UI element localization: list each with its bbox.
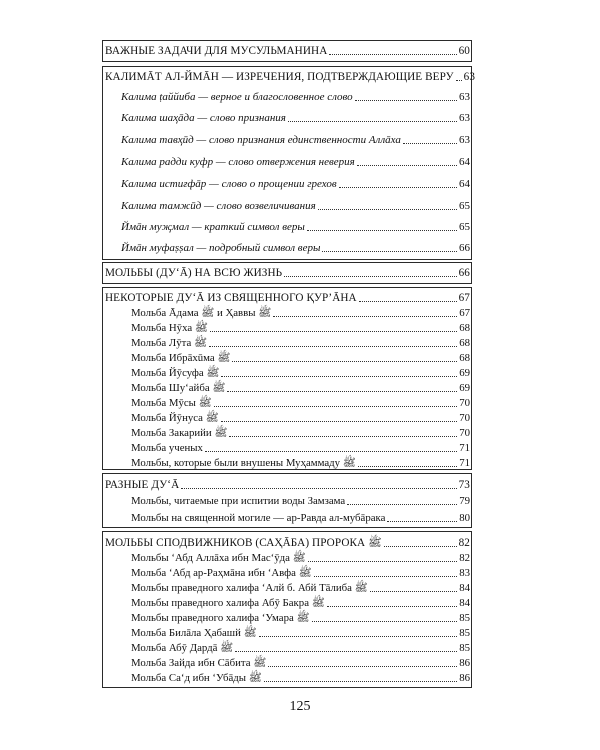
entry-label: Мольбы праведного халифа ‘Алй б. Абй Тāлиба ﷺ bbox=[131, 582, 368, 594]
entry-label: Мольбы, читаемые при испитии воды Замзама bbox=[131, 495, 346, 507]
toc-entry bbox=[131, 654, 470, 670]
toc-entry bbox=[131, 439, 470, 455]
entry-label: Мольба Зайда ибн Сāбита ﷺ bbox=[131, 657, 267, 669]
toc-entry bbox=[131, 609, 470, 625]
toc-entry-heading bbox=[105, 476, 470, 492]
entry-page: 71 bbox=[459, 457, 470, 469]
toc-entry bbox=[131, 509, 470, 525]
entry-label: Мольба Лӯта ﷺ bbox=[131, 337, 207, 349]
dot-leader bbox=[339, 187, 457, 188]
entry-label: Мольба Билāла Ҳабашй ﷺ bbox=[131, 627, 257, 639]
toc-entry bbox=[121, 239, 470, 255]
toc-entry bbox=[131, 424, 470, 440]
dot-leader bbox=[358, 466, 457, 467]
toc-entry bbox=[121, 153, 470, 169]
entry-page: 83 bbox=[459, 567, 470, 579]
toc-entry bbox=[131, 319, 470, 335]
entry-page: 69 bbox=[459, 367, 470, 379]
dot-leader bbox=[221, 376, 457, 377]
toc-entry bbox=[121, 88, 470, 104]
entry-label: Калима шаҳāда — слово признания bbox=[121, 112, 286, 124]
entry-label: Калима тавҳūд — слово признания единственности Аллāха bbox=[121, 134, 401, 146]
entry-page: 63 bbox=[459, 91, 470, 103]
dot-leader bbox=[288, 121, 457, 122]
toc-entry bbox=[121, 131, 470, 147]
dot-leader bbox=[229, 436, 457, 437]
entry-page: 68 bbox=[459, 352, 470, 364]
entry-label: Мольбы ‘Абд Аллāха ибн Мас‘ӯда ﷺ bbox=[131, 552, 306, 564]
entry-page: 84 bbox=[459, 582, 470, 594]
entry-page: 68 bbox=[459, 337, 470, 349]
toc-entry bbox=[131, 624, 470, 640]
toc-entry bbox=[131, 394, 470, 410]
entry-page: 80 bbox=[459, 512, 470, 524]
entry-label: Мольба ученых bbox=[131, 442, 203, 454]
entry-page: 67 bbox=[459, 307, 470, 319]
entry-label: Мольба Йӯнуса ﷺ bbox=[131, 412, 219, 424]
entry-label: Мольбы, которые были внушены Муҳаммаду ﷺ bbox=[131, 457, 356, 469]
toc-entry bbox=[121, 197, 470, 213]
toc-entry bbox=[121, 109, 470, 125]
entry-page: 84 bbox=[459, 597, 470, 609]
entry-page: 70 bbox=[459, 427, 470, 439]
dot-leader bbox=[221, 421, 457, 422]
entry-page: 66 bbox=[459, 242, 470, 254]
entry-label: Мольба Ибрāхūма ﷺ bbox=[131, 352, 231, 364]
entry-label: Мольбы на священной могиле — ар-Равда ал-мубāрака bbox=[131, 512, 386, 524]
entry-label: Мольба Нӯха ﷺ bbox=[131, 322, 208, 334]
dot-leader bbox=[322, 251, 457, 252]
dot-leader bbox=[312, 621, 458, 622]
dot-leader bbox=[214, 406, 458, 407]
entry-label: Мольба Абӯ Дардā ﷺ bbox=[131, 642, 234, 654]
entry-page: 64 bbox=[459, 156, 470, 168]
toc-entry-heading bbox=[105, 289, 470, 305]
entry-page: 85 bbox=[459, 642, 470, 654]
entry-label: ВАЖНЫЕ ЗАДАЧИ ДЛЯ МУСУЛЬМАНИНА bbox=[105, 45, 328, 57]
dot-leader bbox=[456, 80, 462, 81]
dot-leader bbox=[205, 451, 457, 452]
toc-entry bbox=[131, 409, 470, 425]
entry-page: 70 bbox=[459, 397, 470, 409]
dot-leader bbox=[355, 100, 457, 101]
entry-label: Мольба Са‘д ибн ‘Убāды ﷺ bbox=[131, 672, 262, 684]
entry-label: РАЗНЫЕ ДУ‘Ā bbox=[105, 479, 180, 491]
toc-entry bbox=[121, 218, 470, 234]
entry-page: 65 bbox=[459, 221, 470, 233]
entry-label: Мольба Закарийи ﷺ bbox=[131, 427, 228, 439]
toc-entry-heading bbox=[105, 264, 470, 280]
toc-entry bbox=[131, 564, 470, 580]
dot-leader bbox=[359, 301, 457, 302]
entry-label: НЕКОТОРЫЕ ДУ‘Ā ИЗ СВЯЩЕННОГО ҚУР’ĀНА bbox=[105, 292, 357, 304]
toc-entry-heading bbox=[105, 534, 470, 550]
toc-entry bbox=[131, 334, 470, 350]
entry-label: Мольба Йӯсуфа ﷺ bbox=[131, 367, 220, 379]
dot-leader bbox=[235, 651, 457, 652]
entry-label: МОЛЬБЫ СПОДВИЖНИКОВ (САҲĀБА) ПРОРОКА ﷺ bbox=[105, 537, 382, 549]
toc-entry bbox=[131, 639, 470, 655]
toc-entry bbox=[131, 492, 470, 508]
dot-leader bbox=[384, 546, 457, 547]
entry-label: Мольба ‘Абд ар-Раҳмāна ибн ‘Авфа ﷺ bbox=[131, 567, 312, 579]
entry-label: Ймāн муҗмал — краткий символ веры bbox=[121, 221, 305, 233]
dot-leader bbox=[308, 561, 458, 562]
toc-entry bbox=[131, 454, 470, 470]
dot-leader bbox=[314, 576, 458, 577]
entry-page: 82 bbox=[458, 537, 470, 549]
page-number: 125 bbox=[289, 699, 311, 714]
toc-entry bbox=[131, 579, 470, 595]
entry-label: Калима радди куфр — слово отвержения неверия bbox=[121, 156, 355, 168]
entry-label: Мольбы праведного халифа Абӯ Бакра ﷺ bbox=[131, 597, 325, 609]
entry-label: Калима тамжūд — слово возвеличивания bbox=[121, 200, 316, 212]
entry-page: 70 bbox=[459, 412, 470, 424]
dot-leader bbox=[210, 331, 457, 332]
entry-page: 85 bbox=[459, 627, 470, 639]
entry-page: 86 bbox=[459, 672, 470, 684]
entry-page: 82 bbox=[459, 552, 470, 564]
entry-label: КАЛИМĀТ АЛ-ЙМĀН — ИЗРЕЧЕНИЯ, ПОДТВЕРЖДАЮЩИЕ ВЕРУ bbox=[105, 71, 454, 83]
dot-leader bbox=[347, 504, 457, 505]
entry-page: 67 bbox=[458, 292, 470, 304]
dot-leader bbox=[370, 591, 458, 592]
dot-leader bbox=[284, 276, 456, 277]
entry-page: 71 bbox=[459, 442, 470, 454]
entry-label: Мольба Шу‘айба ﷺ bbox=[131, 382, 226, 394]
entry-label: Мольбы праведного халифа ‘Умара ﷺ bbox=[131, 612, 310, 624]
entry-page: 64 bbox=[459, 178, 470, 190]
toc-entry bbox=[131, 364, 470, 380]
entry-page: 68 bbox=[459, 322, 470, 334]
entry-page: 86 bbox=[459, 657, 470, 669]
toc-entry bbox=[131, 379, 470, 395]
dot-leader bbox=[264, 681, 457, 682]
entry-page: 69 bbox=[459, 382, 470, 394]
entry-label: Ймāн муфаṣṣал — подробный символ веры bbox=[121, 242, 321, 254]
dot-leader bbox=[387, 521, 457, 522]
dot-leader bbox=[318, 209, 457, 210]
entry-page: 65 bbox=[459, 200, 470, 212]
dot-leader bbox=[209, 346, 457, 347]
dot-leader bbox=[329, 54, 456, 55]
toc-entry bbox=[121, 175, 470, 191]
dot-leader bbox=[232, 361, 457, 362]
entry-page: 63 bbox=[459, 112, 470, 124]
dot-leader bbox=[259, 636, 458, 637]
dot-leader bbox=[181, 488, 456, 489]
dot-leader bbox=[403, 143, 457, 144]
entry-label: Мольба Āдама ﷺ и Ҳаввы ﷺ bbox=[131, 307, 272, 319]
dot-leader bbox=[357, 165, 457, 166]
toc-entry bbox=[131, 669, 470, 685]
dot-leader bbox=[273, 316, 457, 317]
entry-label: МОЛЬБЫ (ДУ‘Ā) НА ВСЮ ЖИЗНЬ bbox=[105, 267, 283, 279]
entry-label: Калима истиғфāр — слово о прощении грехов bbox=[121, 178, 337, 190]
toc-entry-heading bbox=[105, 42, 470, 58]
entry-page: 63 bbox=[463, 71, 476, 83]
dot-leader bbox=[307, 230, 457, 231]
toc-entry bbox=[131, 304, 470, 320]
toc-entry bbox=[131, 349, 470, 365]
dot-leader bbox=[227, 391, 457, 392]
dot-leader bbox=[327, 606, 457, 607]
toc-entry bbox=[131, 594, 470, 610]
entry-page: 60 bbox=[458, 45, 470, 57]
entry-label: Мольба Мӯсы ﷺ bbox=[131, 397, 212, 409]
entry-page: 73 bbox=[458, 479, 470, 491]
entry-page: 63 bbox=[459, 134, 470, 146]
dot-leader bbox=[268, 666, 457, 667]
entry-page: 79 bbox=[459, 495, 470, 507]
entry-page: 85 bbox=[459, 612, 470, 624]
toc-entry-heading bbox=[105, 68, 476, 84]
toc-entry bbox=[131, 549, 470, 565]
entry-label: Калима ṭаййиба — верное и благословенное слово bbox=[121, 91, 353, 103]
entry-page: 66 bbox=[458, 267, 470, 279]
